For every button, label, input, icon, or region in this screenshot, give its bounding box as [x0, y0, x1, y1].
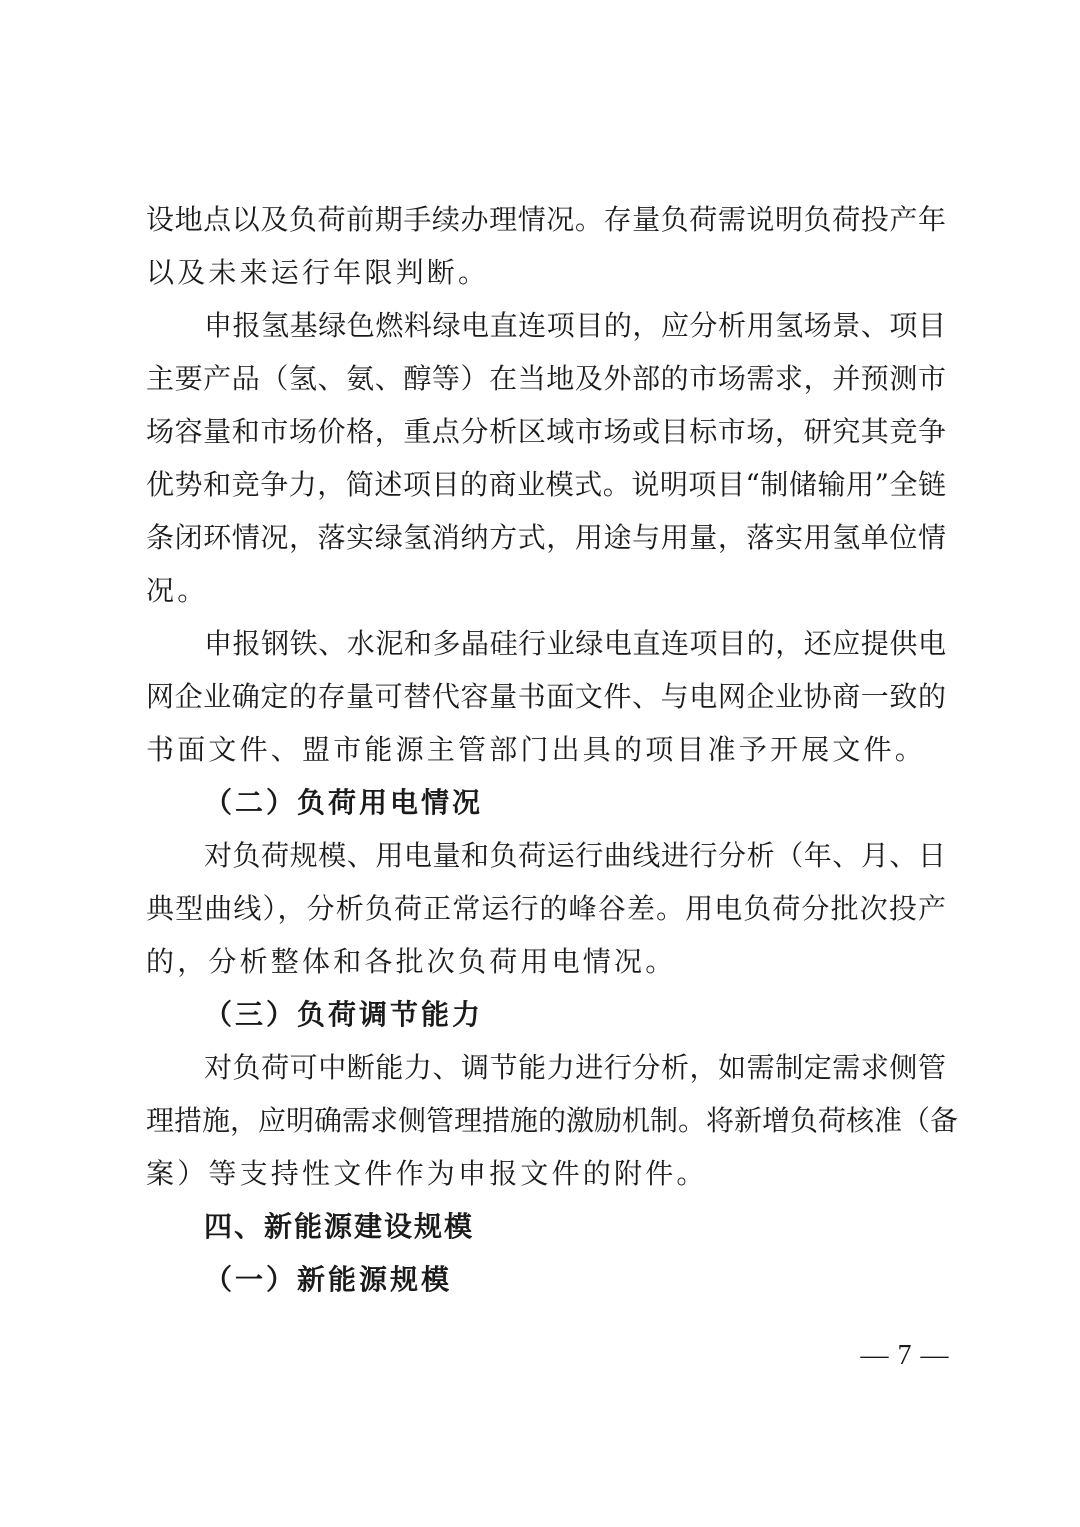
paragraph-line: 场容量和市场价格，重点分析区域市场或目标市场，研究其竞争 [146, 415, 946, 448]
paragraph-line: 况。 [146, 574, 209, 607]
paragraph-line: 的，分析整体和各批次负荷用电情况。 [146, 945, 677, 978]
paragraph-line: 典型曲线），分析负荷正常运行的峰谷差。用电负荷分批次投产 [146, 892, 946, 925]
subsection-heading: （一）新能源规模 [204, 1263, 453, 1296]
paragraph-line: 申报钢铁、水泥和多晶硅行业绿电直连项目的，还应提供电 [204, 627, 946, 660]
subsection-heading: （二）负荷用电情况 [204, 786, 484, 819]
paragraph-line: 以及未来运行年限判断。 [146, 256, 490, 289]
paragraph-line: 书面文件、盟市能源主管部门出具的项目准予开展文件。 [146, 733, 927, 766]
paragraph-line: 对负荷规模、用电量和负荷运行曲线进行分析（年、月、日 [204, 839, 946, 872]
paragraph-line: 网企业确定的存量可替代容量书面文件、与电网企业协商一致的 [146, 680, 946, 713]
paragraph-line: 优势和竞争力，简述项目的商业模式。说明项目“制储输用”全链 [146, 468, 946, 501]
section-heading: 四、新能源建设规模 [204, 1210, 475, 1243]
subsection-heading: （三）负荷调节能力 [204, 998, 484, 1031]
paragraph-line: 对负荷可中断能力、调节能力进行分析，如需制定需求侧管 [204, 1051, 946, 1084]
paragraph-line: 主要产品（氢、氨、醇等）在当地及外部的市场需求，并预测市 [146, 362, 946, 395]
paragraph-line: 条闭环情况，落实绿氢消纳方式，用途与用量，落实用氢单位情 [146, 521, 946, 554]
paragraph-line: 申报氢基绿色燃料绿电直连项目的，应分析用氢场景、项目 [204, 309, 946, 342]
paragraph-line: 设地点以及负荷前期手续办理情况。存量负荷需说明负荷投产年 [146, 203, 946, 236]
page-number: — 7 — [860, 1340, 950, 1371]
paragraph-line: 案）等支持性文件作为申报文件的附件。 [146, 1157, 708, 1190]
paragraph-line: 理措施，应明确需求侧管理措施的激励机制。将新增负荷核准（备 [146, 1104, 959, 1137]
